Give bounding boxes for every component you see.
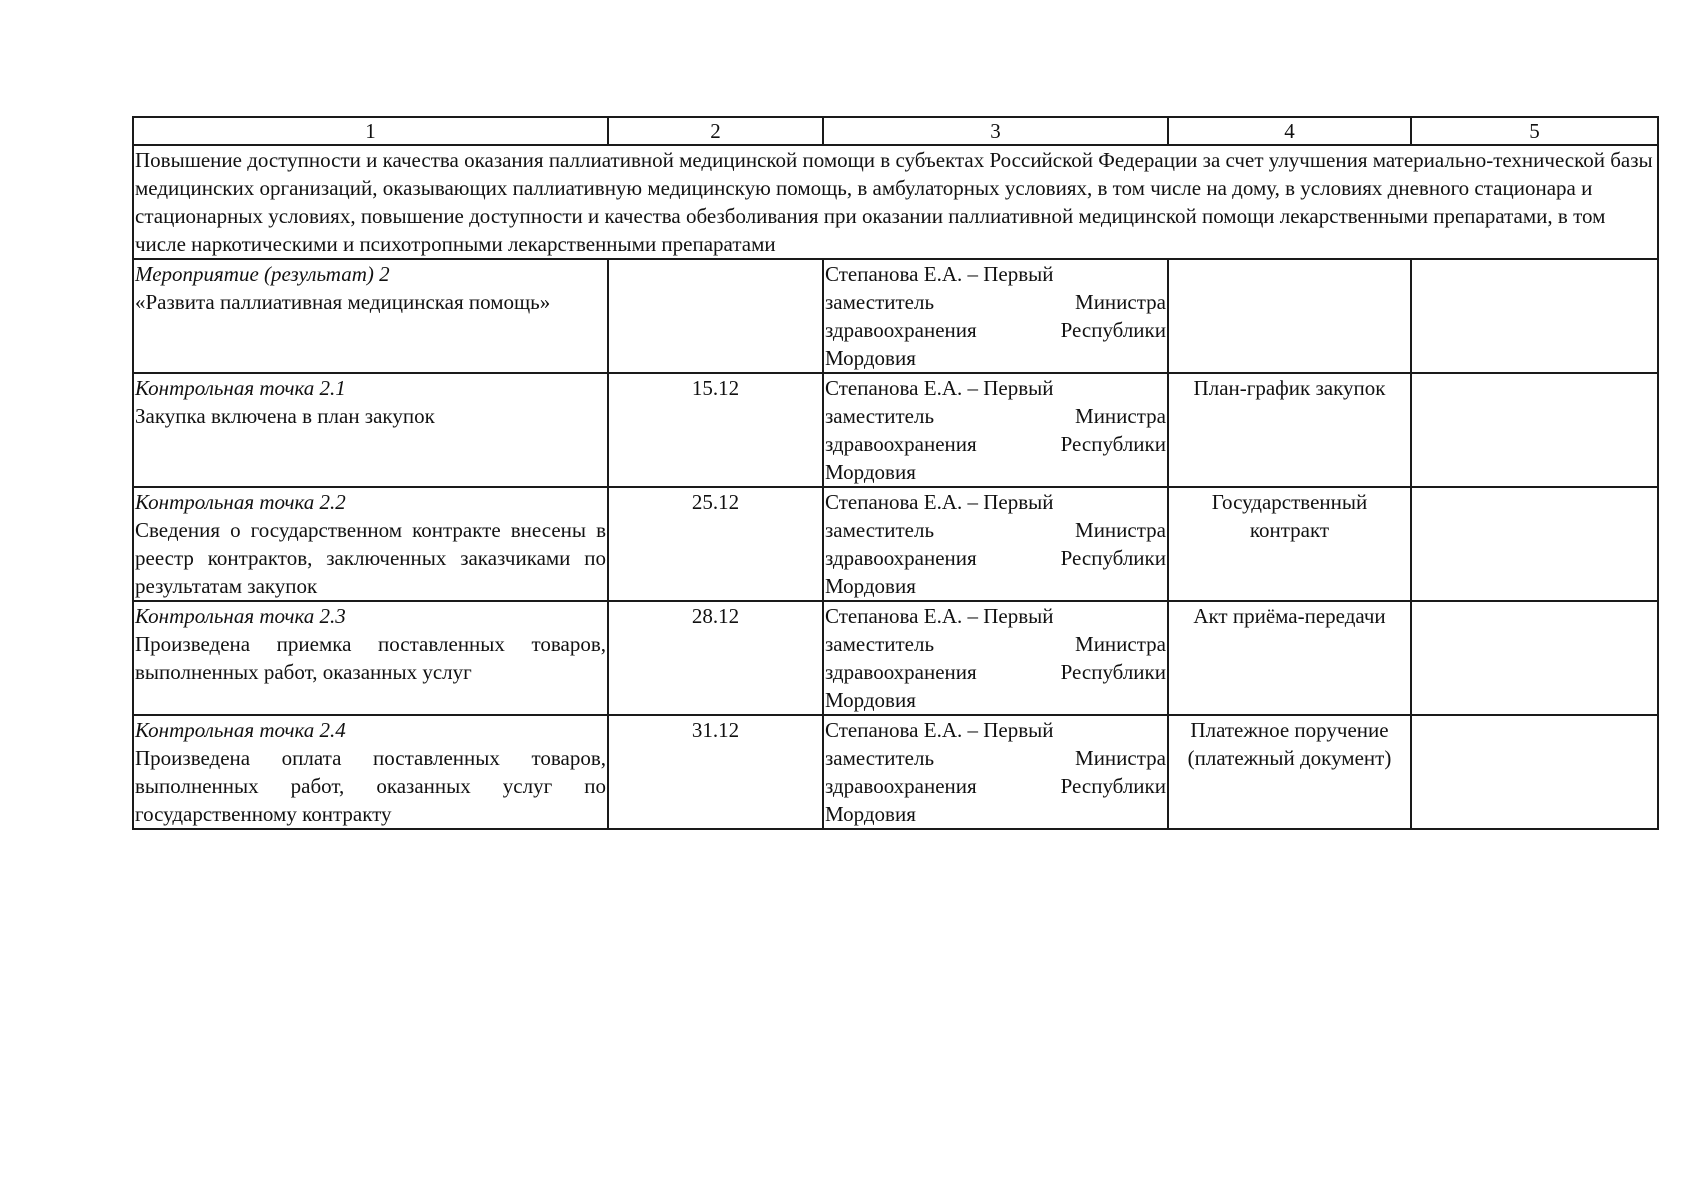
- responsible-name: Степанова Е.А. – Первый: [825, 376, 1054, 400]
- responsible-cell: [823, 373, 1168, 487]
- document-cell: План-график закупок: [1168, 373, 1411, 487]
- item-cell: [133, 259, 608, 373]
- section-row: [133, 145, 1658, 259]
- column5-cell: [1411, 601, 1658, 715]
- responsible-cell: [823, 601, 1168, 715]
- column-number-2: 2: [608, 117, 823, 145]
- column-number-row: [133, 117, 1658, 145]
- section-title: Повышение доступности и качества оказания паллиативной медицинской помощи в субъектах Российской Федерации за счет улучшения материально-технической базы медицинских организаций, оказывающих паллиативную медицинскую помощь, в амбулаторных условиях, в том числе на дому, в условиях дневного стационара и стационарных условиях, повышение доступности и качества обезболивания при оказании паллиативной медицинской помощи лекарственными препаратами, в том числе наркотическими и психотропными лекарственными препаратами: [133, 145, 1658, 259]
- item-label: Контрольная точка 2.1: [135, 376, 346, 400]
- document-cell: Государственный контракт: [1168, 487, 1411, 601]
- item-cell: [133, 715, 608, 829]
- responsible-position: заместитель Министра здравоохранения Республики Мордовия: [825, 518, 1166, 598]
- column5-cell: [1411, 259, 1658, 373]
- responsible-position: заместитель Министра здравоохранения Республики Мордовия: [825, 290, 1166, 370]
- column-number-5: 5: [1411, 117, 1658, 145]
- item-cell: [133, 373, 608, 487]
- item-label: Контрольная точка 2.3: [135, 604, 346, 628]
- column5-cell: [1411, 715, 1658, 829]
- table-row: [133, 487, 1658, 601]
- responsible-position: заместитель Министра здравоохранения Республики Мордовия: [825, 404, 1166, 484]
- responsible-position: заместитель Министра здравоохранения Республики Мордовия: [825, 632, 1166, 712]
- responsible-position: заместитель Министра здравоохранения Республики Мордовия: [825, 746, 1166, 826]
- table-row: [133, 601, 1658, 715]
- item-description: Закупка включена в план закупок: [135, 404, 435, 428]
- item-label: Мероприятие (результат) 2: [135, 262, 390, 286]
- responsible-name: Степанова Е.А. – Первый: [825, 262, 1054, 286]
- responsible-name: Степанова Е.А. – Первый: [825, 604, 1054, 628]
- document-cell: Платежное поручение (платежный документ): [1168, 715, 1411, 829]
- responsible-name: Степанова Е.А. – Первый: [825, 718, 1054, 742]
- table-row: [133, 715, 1658, 829]
- table-row: [133, 259, 1658, 373]
- item-label: Контрольная точка 2.2: [135, 490, 346, 514]
- column5-cell: [1411, 487, 1658, 601]
- responsible-cell: [823, 715, 1168, 829]
- responsible-cell: [823, 487, 1168, 601]
- column-number-4: 4: [1168, 117, 1411, 145]
- deadline-cell: [608, 259, 823, 373]
- item-label: Контрольная точка 2.4: [135, 718, 346, 742]
- plan-table: [132, 116, 1659, 830]
- table-row: [133, 373, 1658, 487]
- item-description: Сведения о государственном контракте внесены в реестр контрактов, заключенных заказчиками по результатам закупок: [135, 518, 606, 598]
- deadline-cell: 25.12: [608, 487, 823, 601]
- column-number-1: 1: [133, 117, 608, 145]
- column-number-3: 3: [823, 117, 1168, 145]
- column5-cell: [1411, 373, 1658, 487]
- item-cell: [133, 601, 608, 715]
- deadline-cell: 15.12: [608, 373, 823, 487]
- deadline-cell: 28.12: [608, 601, 823, 715]
- document-cell: Акт приёма-передачи: [1168, 601, 1411, 715]
- item-cell: [133, 487, 608, 601]
- responsible-cell: [823, 259, 1168, 373]
- responsible-name: Степанова Е.А. – Первый: [825, 490, 1054, 514]
- item-description: «Развита паллиативная медицинская помощь»: [135, 290, 551, 314]
- deadline-cell: 31.12: [608, 715, 823, 829]
- document-cell: [1168, 259, 1411, 373]
- item-description: Произведена приемка поставленных товаров, выполненных работ, оказанных услуг: [135, 632, 606, 684]
- item-description: Произведена оплата поставленных товаров, выполненных работ, оказанных услуг по государственному контракту: [135, 746, 606, 826]
